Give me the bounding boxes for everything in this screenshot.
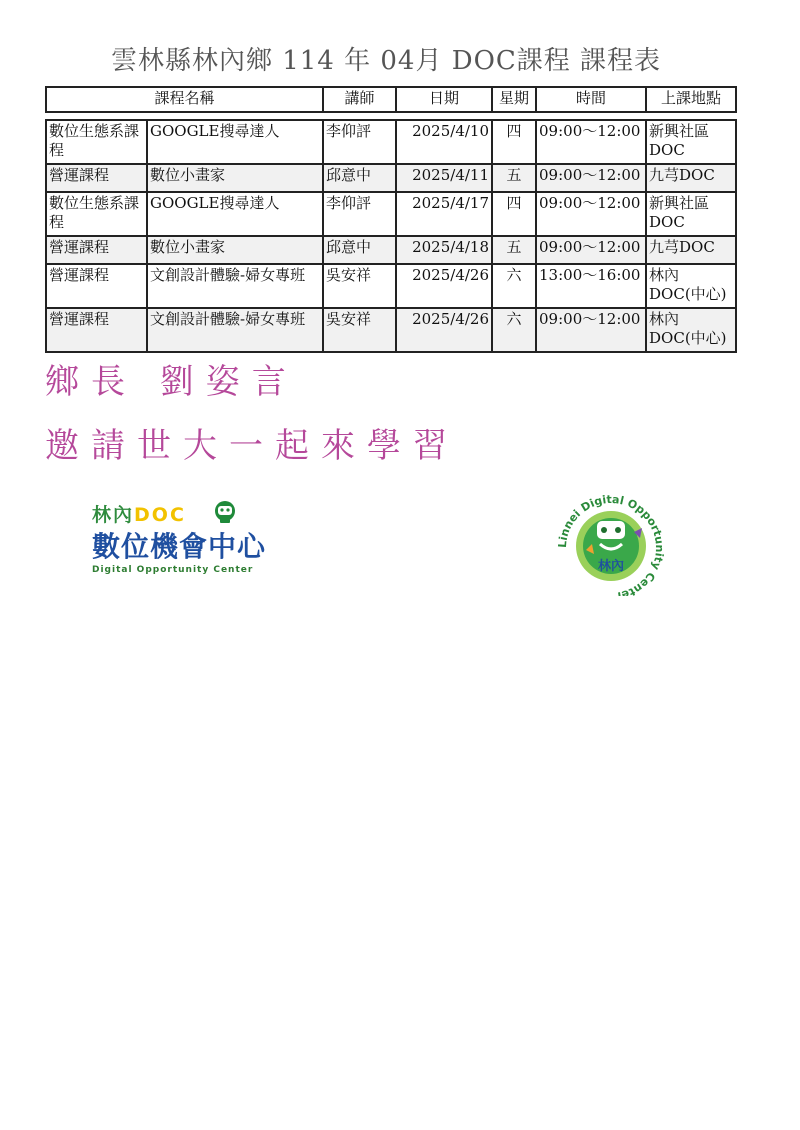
row-time: 09:00～12:00 [536, 308, 646, 352]
row-time: 09:00～12:00 [536, 192, 646, 236]
row-course: GOOGLE搜尋達人 [147, 120, 323, 164]
header-course-name: 課程名稱 [46, 87, 323, 112]
header-weekday: 星期 [492, 87, 536, 112]
row-weekday: 五 [492, 164, 536, 192]
row-category: 營運課程 [46, 308, 147, 352]
row-teacher: 邱意中 [323, 164, 396, 192]
row-location: 新興社區DOC [646, 120, 736, 164]
row-time: 09:00～12:00 [536, 164, 646, 192]
doc-center-logo [92, 500, 302, 580]
row-course: 數位小畫家 [147, 236, 323, 264]
table-header-row [46, 87, 736, 112]
row-location: 林內DOC(中心) [646, 264, 736, 308]
row-date: 2025/4/26 [396, 308, 492, 352]
header-time: 時間 [536, 87, 646, 112]
row-course: GOOGLE搜尋達人 [147, 192, 323, 236]
mayor-signature: 鄉長 劉姿言 [45, 362, 298, 402]
table-row [46, 308, 736, 352]
header-location: 上課地點 [646, 87, 736, 112]
row-location: 林內DOC(中心) [646, 308, 736, 352]
row-weekday: 五 [492, 236, 536, 264]
row-date: 2025/4/17 [396, 192, 492, 236]
page-title: 雲林縣林內鄉 114 年 04月 DOC課程 課程表 [110, 46, 662, 76]
row-teacher: 邱意中 [323, 236, 396, 264]
round-logo-graphic [548, 488, 674, 596]
row-location: 九芎DOC [646, 236, 736, 264]
row-teacher: 吳安祥 [323, 308, 396, 352]
row-location: 九芎DOC [646, 164, 736, 192]
table-row [46, 236, 736, 264]
row-weekday: 四 [492, 192, 536, 236]
logo-title-doc: DOC [134, 504, 186, 526]
row-time: 13:00～16:00 [536, 264, 646, 308]
logo-title-place: 林內 [92, 504, 135, 526]
header-teacher: 講師 [323, 87, 396, 112]
row-weekday: 六 [492, 264, 536, 308]
row-weekday: 四 [492, 120, 536, 164]
row-date: 2025/4/10 [396, 120, 492, 164]
ring-text: Linnei Digital Opportunity Center [555, 492, 667, 596]
linnei-round-logo [548, 488, 674, 596]
logo-main-text: 數位機會中心 [92, 530, 267, 563]
row-teacher: 李仰評 [323, 192, 396, 236]
table-row [46, 192, 736, 236]
logo-center-text: 林內 [597, 559, 625, 574]
course-schedule-table [45, 86, 737, 353]
table-row [46, 164, 736, 192]
invitation-text: 邀請世大一起來學習 [45, 426, 459, 466]
row-date: 2025/4/26 [396, 264, 492, 308]
table-row [46, 264, 736, 308]
row-category: 數位生態系課程 [46, 192, 147, 236]
row-teacher: 吳安祥 [323, 264, 396, 308]
row-course: 文創設計體驗-婦女專班 [147, 308, 323, 352]
table-row [46, 120, 736, 164]
row-category: 營運課程 [46, 164, 147, 192]
logo-title-line [92, 500, 302, 527]
header-date: 日期 [396, 87, 492, 112]
smiley-face-icon [213, 500, 237, 524]
row-location: 新興社區DOC [646, 192, 736, 236]
row-time: 09:00～12:00 [536, 236, 646, 264]
row-course: 文創設計體驗-婦女專班 [147, 264, 323, 308]
row-category: 營運課程 [46, 236, 147, 264]
row-weekday: 六 [492, 308, 536, 352]
row-time: 09:00～12:00 [536, 120, 646, 164]
row-date: 2025/4/18 [396, 236, 492, 264]
row-category: 數位生態系課程 [46, 120, 147, 164]
header-spacer [46, 112, 736, 120]
row-category: 營運課程 [46, 264, 147, 308]
row-teacher: 李仰評 [323, 120, 396, 164]
row-course: 數位小畫家 [147, 164, 323, 192]
logo-english-text: Digital Opportunity Center [92, 565, 254, 575]
row-date: 2025/4/11 [396, 164, 492, 192]
